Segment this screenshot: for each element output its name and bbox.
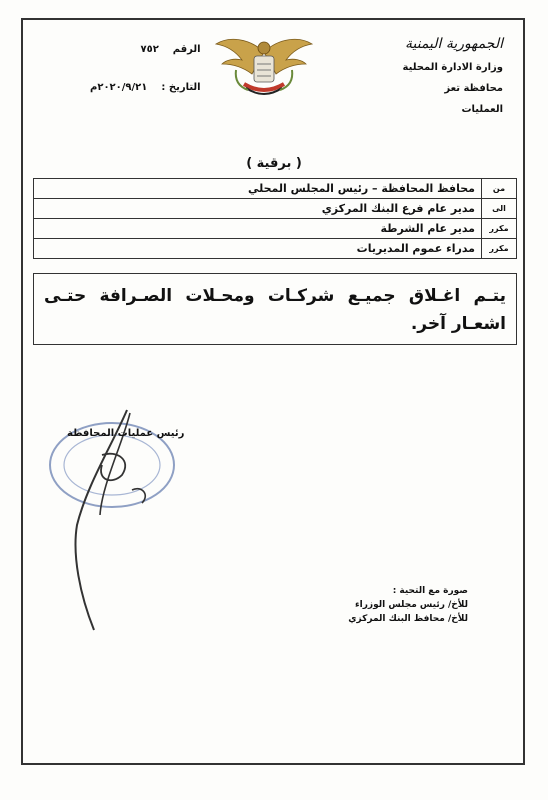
issuer-block	[403, 36, 503, 125]
routing-value: مدير عام فرع البنك المركزي	[34, 199, 482, 219]
routing-label: مكرر	[482, 219, 517, 239]
routing-label: من	[482, 179, 517, 199]
department-name: العمليات	[461, 104, 503, 115]
cc-item: للأخ/ رئيس مجلس الوزراء	[355, 600, 468, 610]
reference-block	[90, 44, 201, 120]
message-body: يتـم اغـلاق جميـع شركـات ومحـلات الصـرافة حتـى اشعـار آخر.	[33, 273, 517, 345]
routing-value: مدير عام الشرطة	[34, 219, 482, 239]
routing-row-from	[34, 179, 517, 199]
official-stamp-and-signature-icon	[42, 405, 185, 635]
yemen-emblem-icon	[214, 30, 314, 100]
republic-name: الجمهورية اليمنية	[404, 36, 503, 52]
governorate-name: محافظة تعز	[444, 83, 503, 94]
document-type: ( برقية )	[246, 156, 302, 171]
date-value: ٢٠٢٠/٩/٢١م	[90, 82, 148, 93]
routing-row-cc	[34, 219, 517, 239]
cc-block	[348, 586, 468, 628]
cc-heading: صورة مع التحية :	[392, 586, 468, 596]
routing-value: محافظ المحافظة – رئيس المجلس المحلي	[34, 179, 482, 199]
routing-label: الى	[482, 199, 517, 219]
ref-value: ٧٥٢	[140, 44, 159, 55]
routing-value: مدراء عموم المديريات	[34, 239, 482, 259]
routing-label: مكرر	[482, 239, 517, 259]
routing-table	[33, 178, 517, 259]
ministry-name: وزارة الادارة المحلية	[402, 62, 503, 73]
routing-row-to	[34, 199, 517, 219]
page-border	[21, 18, 525, 765]
date-label: التاريخ :	[161, 82, 201, 93]
signature-title: رئيس عمليات المحافظة	[67, 428, 185, 439]
cc-item: للأخ/ محافظ البنك المركزي	[348, 614, 468, 624]
ref-label: الرقم	[172, 44, 201, 55]
routing-row-cc	[34, 239, 517, 259]
